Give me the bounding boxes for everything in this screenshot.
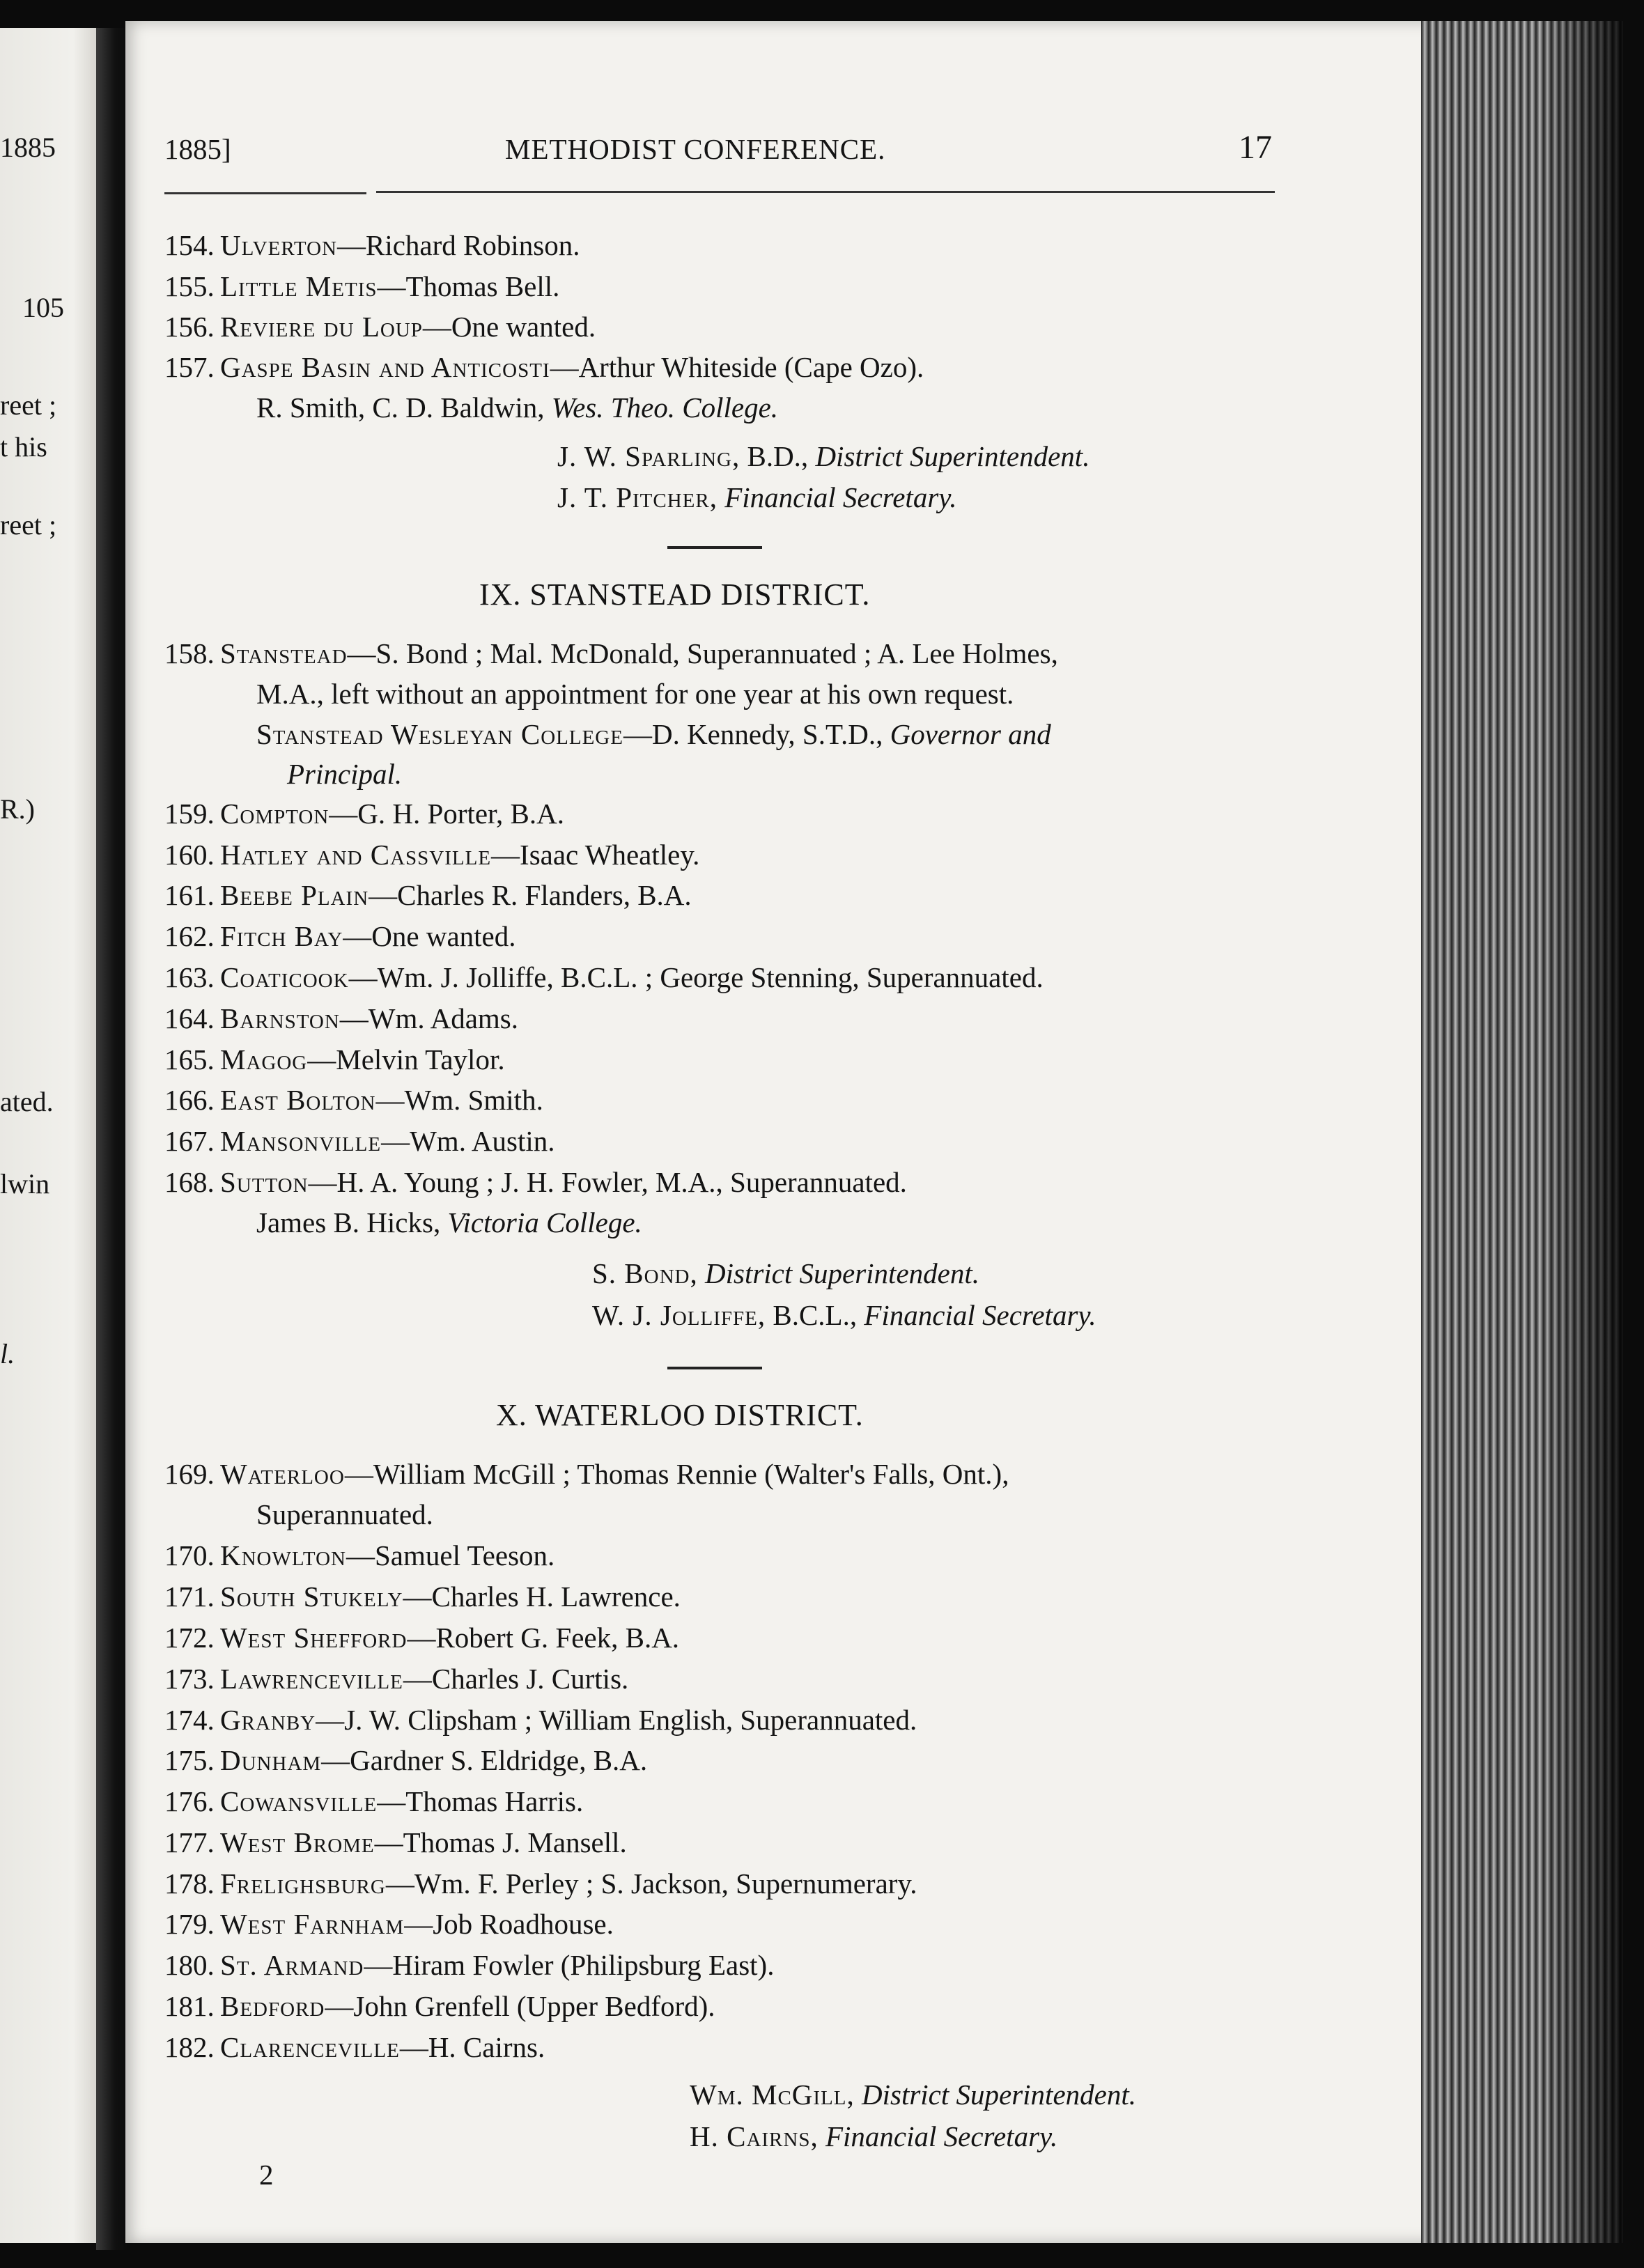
entry-158: 158. Stanstead—S. Bond ; Mal. McDonald, Superannuated ; A. Lee Holmes, bbox=[164, 637, 1058, 669]
left-page-fragment: R.) bbox=[0, 793, 35, 825]
left-page-fragment: l. bbox=[0, 1338, 15, 1369]
entry-158-college-continuation: Principal. bbox=[287, 758, 403, 790]
entry-180: 180. St. Armand—Hiram Fowler (Philipsburg East). bbox=[164, 1949, 775, 1981]
header-page-number: 17 bbox=[1239, 129, 1272, 166]
officer-district-superintendent: S. Bond, District Superintendent. bbox=[592, 1257, 979, 1289]
entry-181: 181. Bedford—John Grenfell (Upper Bedford). bbox=[164, 1990, 715, 2022]
book-gutter bbox=[96, 28, 127, 2250]
header-year: 1885] bbox=[164, 133, 231, 165]
officer-financial-secretary: W. J. Jolliffe, B.C.L., Financial Secretary. bbox=[592, 1299, 1096, 1331]
entry-160: 160. Hatley and Cassville—Isaac Wheatley. bbox=[164, 839, 700, 871]
entry-175: 175. Dunham—Gardner S. Eldridge, B.A. bbox=[164, 1744, 648, 1776]
page-edges bbox=[1421, 21, 1623, 2243]
header-rule-left bbox=[164, 192, 366, 194]
left-page-fragment: 1885 bbox=[0, 132, 56, 163]
entry-157: 157. Gaspe Basin and Anticosti—Arthur Whiteside (Cape Ozo). bbox=[164, 351, 924, 383]
section-divider bbox=[667, 546, 762, 549]
entry-168: 168. Sutton—H. A. Young ; J. H. Fowler, M.A., Superannuated. bbox=[164, 1166, 907, 1198]
entry-161: 161. Beebe Plain—Charles R. Flanders, B.A. bbox=[164, 879, 692, 911]
left-page-fragment: lwin bbox=[0, 1168, 50, 1199]
header-title: METHODIST CONFERENCE. bbox=[505, 133, 886, 165]
signature-mark: 2 bbox=[259, 2159, 274, 2191]
entry-177: 177. West Brome—Thomas J. Mansell. bbox=[164, 1826, 627, 1858]
entry-173: 173. Lawrenceville—Charles J. Curtis. bbox=[164, 1663, 629, 1695]
left-page-fragment: 105 bbox=[22, 292, 64, 323]
left-page-fragment: reet ; bbox=[0, 389, 57, 421]
entry-174: 174. Granby—J. W. Clipsham ; William English, Superannuated. bbox=[164, 1704, 917, 1736]
officer-financial-secretary: J. T. Pitcher, Financial Secretary. bbox=[557, 481, 957, 513]
left-page-fragment: ated. bbox=[0, 1086, 54, 1117]
left-page-fragment: reet ; bbox=[0, 509, 57, 541]
entry-154: 154. Ulverton—Richard Robinson. bbox=[164, 229, 580, 261]
entry-157-continuation: R. Smith, C. D. Baldwin, Wes. Theo. College. bbox=[256, 391, 779, 424]
entry-169-continuation: Superannuated. bbox=[256, 1498, 433, 1530]
section-divider bbox=[667, 1367, 762, 1369]
entry-178: 178. Frelighsburg—Wm. F. Perley ; S. Jackson, Supernumerary. bbox=[164, 1867, 917, 1900]
district-title-waterloo: X. WATERLOO DISTRICT. bbox=[496, 1398, 864, 1432]
entry-163: 163. Coaticook—Wm. J. Jolliffe, B.C.L. ; George Stenning, Superannuated. bbox=[164, 961, 1044, 993]
officer-district-superintendent: Wm. McGill, District Superintendent. bbox=[690, 2079, 1136, 2111]
entry-169: 169. Waterloo—William McGill ; Thomas Rennie (Walter's Falls, Ont.), bbox=[164, 1458, 1009, 1490]
entry-167: 167. Mansonville—Wm. Austin. bbox=[164, 1125, 555, 1157]
entry-172: 172. West Shefford—Robert G. Feek, B.A. bbox=[164, 1622, 680, 1654]
officer-financial-secretary: H. Cairns, Financial Secretary. bbox=[690, 2120, 1058, 2152]
entry-179: 179. West Farnham—Job Roadhouse. bbox=[164, 1908, 614, 1940]
entry-166: 166. East Bolton—Wm. Smith. bbox=[164, 1084, 543, 1116]
entry-176: 176. Cowansville—Thomas Harris. bbox=[164, 1785, 584, 1817]
entry-158-college: Stanstead Wesleyan College—D. Kennedy, S.T.D., Governor and bbox=[256, 718, 1051, 750]
entry-155: 155. Little Metis—Thomas Bell. bbox=[164, 270, 560, 302]
header-rule-right bbox=[376, 191, 1275, 193]
entry-156: 156. Reviere du Loup—One wanted. bbox=[164, 311, 596, 343]
district-title-stanstead: IX. STANSTEAD DISTRICT. bbox=[479, 577, 871, 612]
entry-165: 165. Magog—Melvin Taylor. bbox=[164, 1043, 505, 1075]
entry-170: 170. Knowlton—Samuel Teeson. bbox=[164, 1539, 555, 1571]
entry-158-continuation: M.A., left without an appointment for one year at his own request. bbox=[256, 678, 1014, 710]
left-facing-page bbox=[0, 28, 104, 2243]
entry-168-continuation: James B. Hicks, Victoria College. bbox=[256, 1206, 642, 1238]
left-page-fragment: t his bbox=[0, 431, 47, 463]
entry-164: 164. Barnston—Wm. Adams. bbox=[164, 1002, 519, 1034]
entry-159: 159. Compton—G. H. Porter, B.A. bbox=[164, 798, 565, 830]
officer-district-superintendent: J. W. Sparling, B.D., District Superintendent. bbox=[557, 440, 1090, 472]
entry-171: 171. South Stukely—Charles H. Lawrence. bbox=[164, 1580, 681, 1613]
entry-182: 182. Clarenceville—H. Cairns. bbox=[164, 2031, 545, 2063]
entry-162: 162. Fitch Bay—One wanted. bbox=[164, 920, 516, 952]
